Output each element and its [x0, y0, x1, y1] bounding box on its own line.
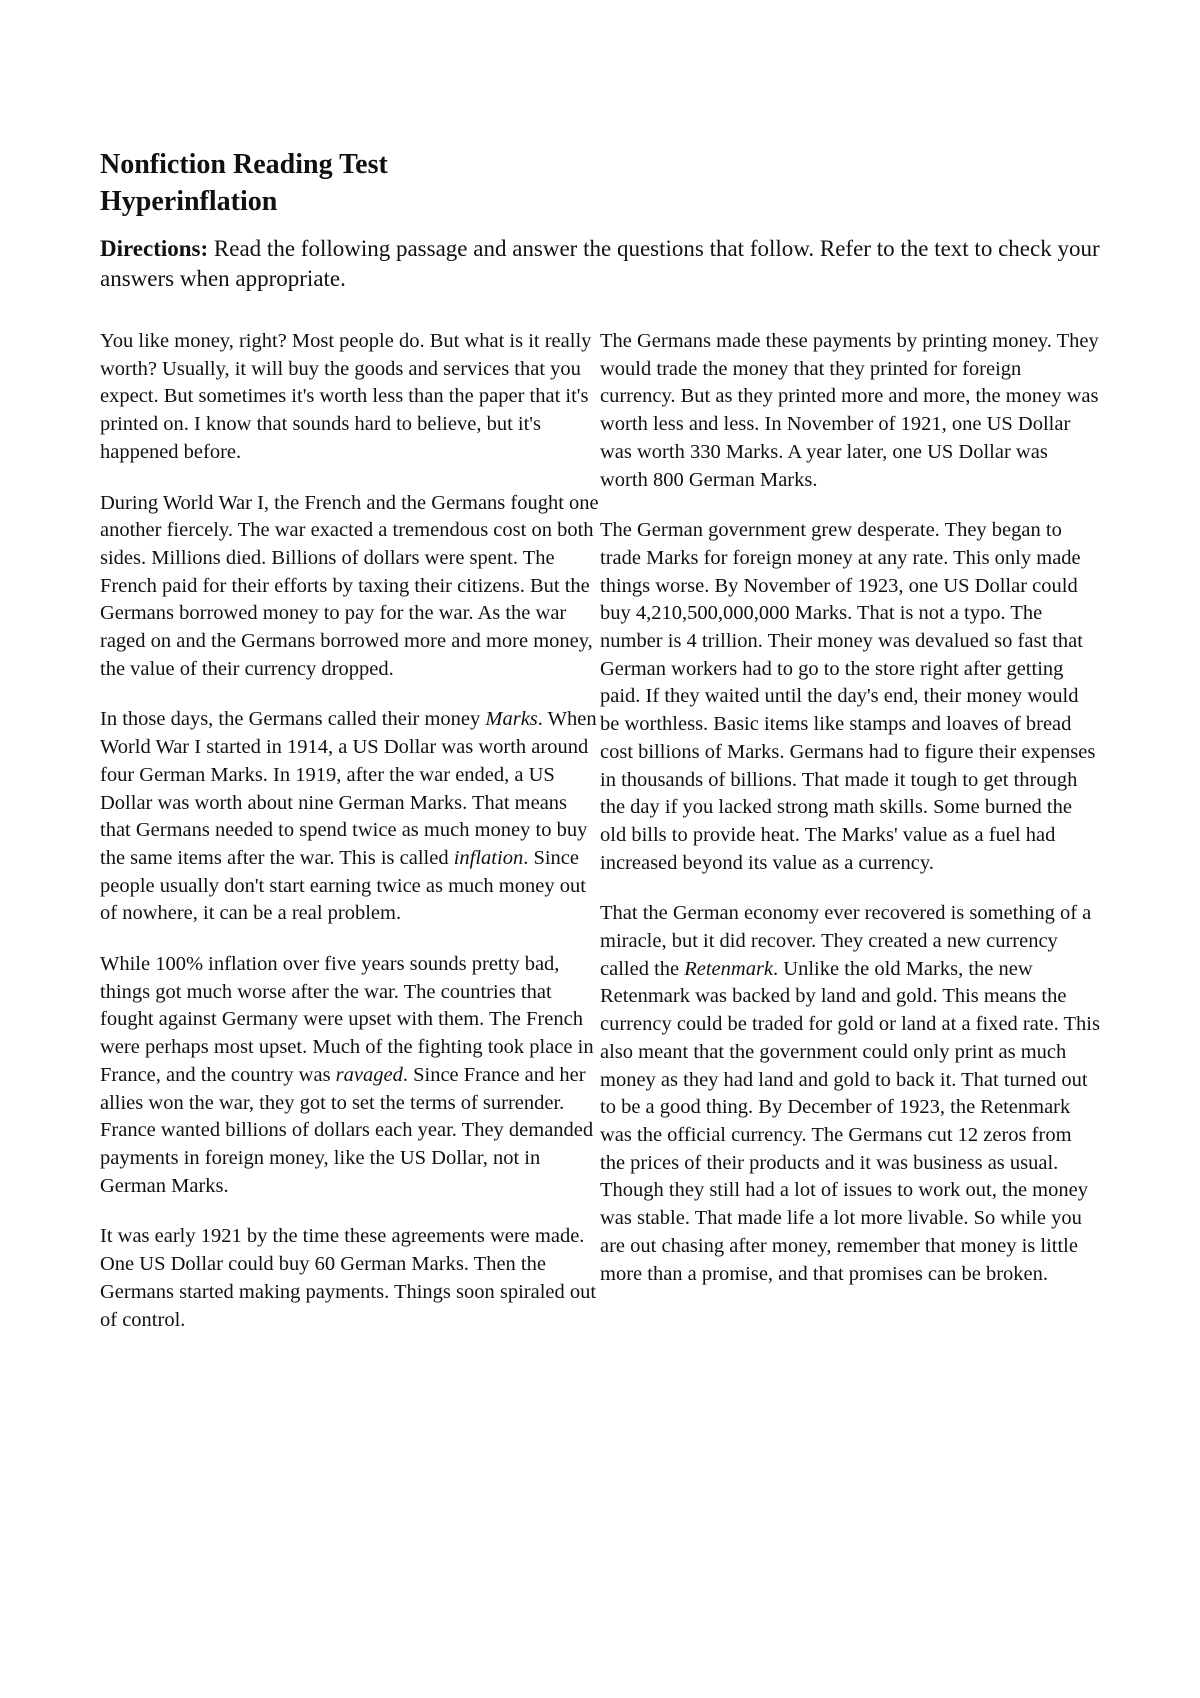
directions-text: Read the following passage and answer the questions that follow. Refer to the text to check your answers when appropriate.: [100, 236, 1100, 291]
paragraph-1: You like money, right? Most people do. But what is it really worth? Usually, it will buy the goods and services that you expect. But sometimes it's worth less than the paper that it's printed on. I know that sounds hard to believe, but it's happened before.: [100, 330, 592, 463]
title-line-1: Nonfiction Reading Test: [100, 149, 388, 180]
passage-columns: [100, 328, 1100, 1334]
paragraph-8-text-a: That the German economy ever recovered is something of a miracle, but it did recover. They created a new currency called the: [600, 902, 1092, 980]
paragraph-3-text-a: In those days, the Germans called their money: [100, 708, 486, 731]
paragraph-3-text-c: . When World War I started in 1914, a US Dollar was worth around four German Marks. In 1919, after the war ended, a US Dollar was worth about nine German Marks. That means that Germans needed to spend twice as much money to buy the same items after the war. This is called: [100, 708, 597, 869]
left-column: [100, 328, 600, 1334]
paragraph-4-text-c: . Since France and her allies won the war, they got to set the terms of surrender. France wanted billions of dollars each year. They demanded payments in foreign money, like the US Dollar, not in German Marks.: [100, 1063, 594, 1197]
paragraph-4: [100, 951, 600, 1200]
term-retenmark: Retenmark: [684, 957, 774, 980]
term-inflation: inflation: [453, 846, 524, 869]
paragraph-8: [600, 900, 1100, 1288]
directions-label: Directions:: [100, 236, 209, 261]
paragraph-6: The Germans made these payments by printing money. They would trade the money that they printed for foreign currency. But as they printed more and more, the money was worth less and less. In November of 1921, one US Dollar was worth 330 Marks. A year later, one US Dollar was worth 800 German Marks.: [600, 330, 1099, 491]
paragraph-2: During World War I, the French and the Germans fought one another fiercely. The war exacted a tremendous cost on both sides. Millions died. Billions of dollars were spent. The French paid for their efforts by taxing their citizens. But the Germans borrowed money to pay for the war. As the war raged on and the Germans borrowed more and more money, the value of their currency dropped.: [100, 491, 599, 680]
right-column: [600, 328, 1100, 1334]
paragraph-5: It was early 1921 by the time these agreements were made. One US Dollar could buy 60 German Marks. Then the Germans started making payments. Things soon spiraled out of control.: [100, 1225, 597, 1331]
term-marks: Marks: [485, 708, 538, 731]
paragraph-8-text-c: . Unlike the old Marks, the new Retenmark was backed by land and gold. This means the currency could be traded for gold or land at a fixed rate. This also meant that the government could only print as much money as they had land and gold to back it. That turned out to be a good thing. By December of 1923, the Retenmark was the official currency. The Germans cut 12 zeros from the prices of their products and it was business as usual. Though they still had a lot of issues to work out, the money was stable. That made life a lot more livable. So while you are out chasing after money, remember that money is little more than a promise, and that promises can be broken.: [600, 957, 1100, 1285]
paragraph-7: The German government grew desperate. They began to trade Marks for foreign money at any rate. This only made things worse. By November of 1923, one US Dollar could buy 4,210,500,000,000 Marks. That is not a typo. The number is 4 trillion. Their money was devalued so fast that German workers had to go to the store right after getting paid. If they waited until the day's end, their money would be worthless. Basic items like stamps and loaves of bread cost billions of Marks. Germans had to figure their expenses in thousands of billions. That made it tough to get through the day if you lacked strong math skills. Some burned the old bills to provide heat. The Marks' value as a fuel had increased beyond its value as a currency.: [600, 519, 1096, 874]
paragraph-3: [100, 706, 600, 928]
term-ravaged: ravaged: [335, 1063, 403, 1086]
paragraph-4-text-a: While 100% inflation over five years sounds pretty bad, things got much worse after the war. The countries that fought against Germany were upset with them. The French were perhaps most upset. Much of the fighting took place in France, and the country was: [100, 953, 594, 1086]
page-title: [100, 146, 1100, 220]
paragraph-3-text-e: . Since people usually don't start earning twice as much money out of nowhere, it can be a real problem.: [100, 846, 586, 925]
title-line-2: Hyperinflation: [100, 186, 278, 217]
directions: [100, 234, 1100, 294]
